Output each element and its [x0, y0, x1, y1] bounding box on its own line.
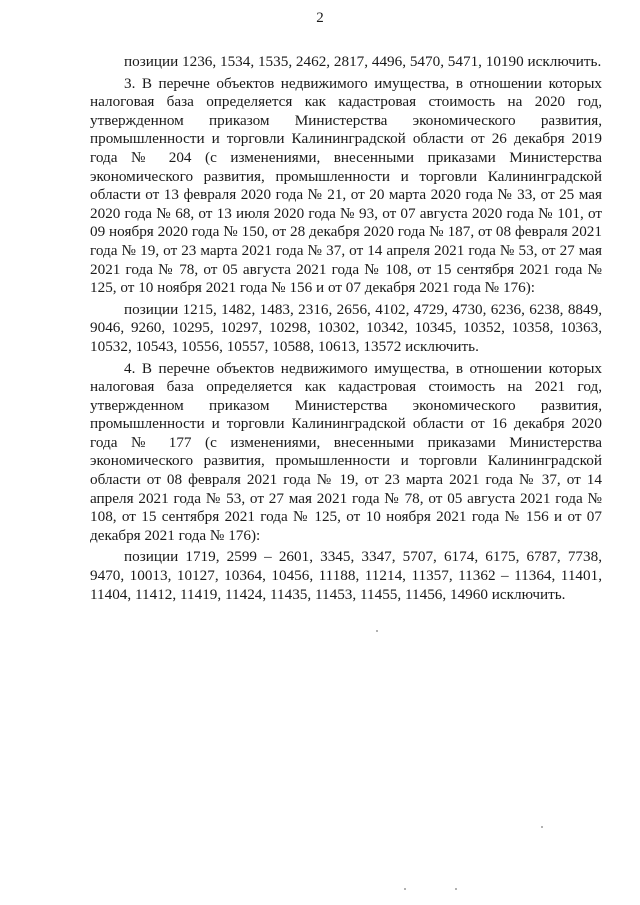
page-number: 2	[316, 10, 324, 26]
paragraph-positions-list-4: позиции 1719, 2599 – 2601, 3345, 3347, 5707, 6174, 6175, 6787, 7738, 9470, 10013, 10127, 10364, 10456, 11188, 11214, 11357, 11362 – 11364, 11401, 11404, 11412, 11419, 11424, 11435, 11453, 11455, 11456, 14960 исключить.	[90, 548, 602, 603]
paragraph-item-3: 3. В перечне объектов недвижимого имущества, в отношении которых налоговая база определяется как кадастровая стоимость на 2020 год, утвержденном приказом Министерства экономического развития, промышленности и торговли Калининградской области от 26 декабря 2019 года № 204 (с изменениями, внесенными приказами Министерства экономического развития, промышленности и торговли Калининградской области от 13 февраля 2020 года № 21, от 20 марта 2020 года № 33, от 25 мая 2020 года № 68, от 13 июля 2020 года № 93, от 07 августа 2020 года № 101, от 09 ноября 2020 года № 150, от 28 декабря 2020 года № 187, от 08 февраля 2021 года № 19, от 23 марта 2021 года № 37, от 14 апреля 2021 года № 53, от 27 мая 2021 года № 78, от 05 августа 2021 года № 108, от 15 сентября 2021 года № 125, от 10 ноября 2021 года № 156 и от 07 декабря 2021 года № 176):	[90, 74, 602, 297]
scan-speck	[541, 826, 543, 828]
paragraph-positions-list-2: позиции 1236, 1534, 1535, 2462, 2817, 4496, 5470, 5471, 10190 исключить.	[124, 53, 602, 70]
scan-speck	[455, 888, 457, 890]
document-body	[90, 53, 602, 604]
paragraph-positions-list-3: позиции 1215, 1482, 1483, 2316, 2656, 4102, 4729, 4730, 6236, 6238, 8849, 9046, 9260, 10295, 10297, 10298, 10302, 10342, 10345, 10352, 10358, 10363, 10532, 10543, 10556, 10557, 10588, 10613, 13572 исключить.	[90, 300, 602, 355]
scan-speck	[376, 630, 378, 632]
scan-speck	[404, 888, 406, 890]
paragraph-item-4: 4. В перечне объектов недвижимого имущества, в отношении которых налоговая база определяется как кадастровая стоимость на 2021 год, утвержденном приказом Министерства экономического развития, промышленности и торговли Калининградской области от 16 декабря 2020 года № 177 (с изменениями, внесенными приказами Министерства экономического развития, промышленности и торговли Калининградской области от 08 февраля 2021 года № 19, от 23 марта 2021 года № 37, от 14 апреля 2021 года № 53, от 27 мая 2021 года № 78, от 05 августа 2021 года № 108, от 15 сентября 2021 года № 125, от 10 ноября 2021 года № 156 и от 07 декабря 2021 года № 176):	[90, 359, 602, 544]
